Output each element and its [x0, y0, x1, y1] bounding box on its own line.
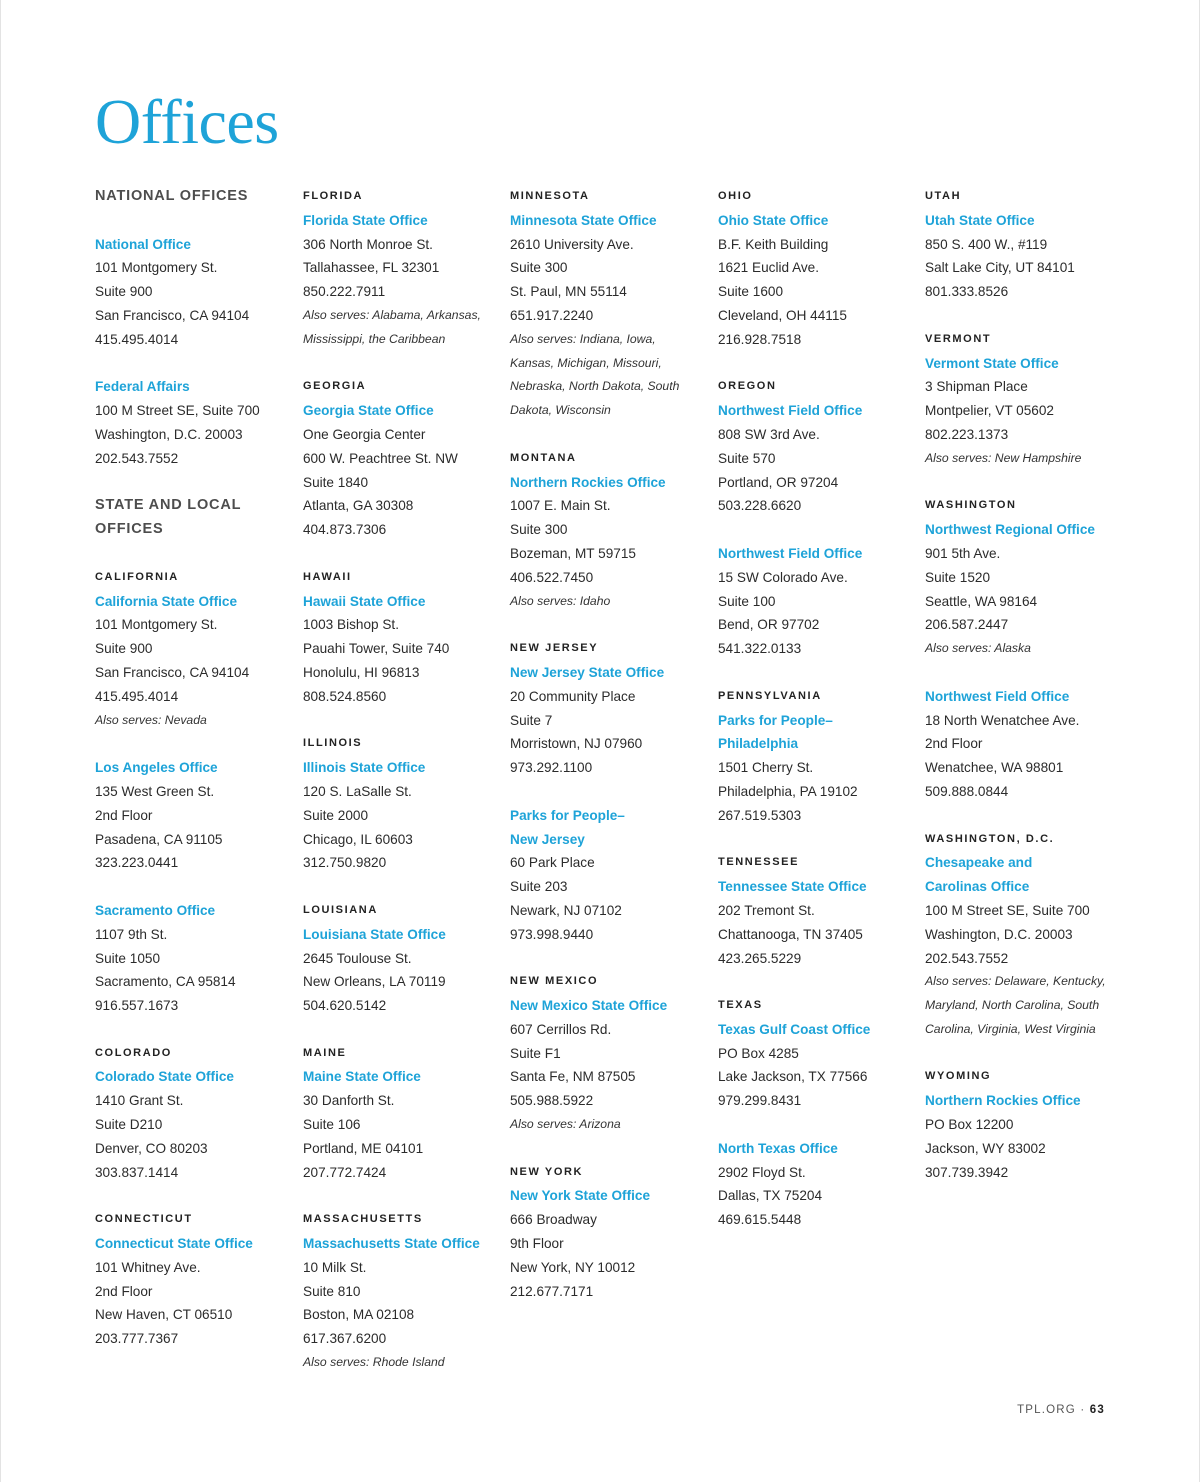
office-name: Illinois State Office: [303, 760, 426, 776]
address-line: Morristown, NJ 07960: [510, 736, 643, 752]
address-line: 1007 E. Main St.: [510, 498, 611, 514]
state-heading: PENNSYLVANIA: [718, 689, 822, 702]
spacer: [303, 1184, 503, 1208]
spacer: [95, 352, 295, 376]
office-column-3: [510, 185, 710, 1303]
spacer: [303, 709, 503, 733]
office-name: North Texas Office: [718, 1140, 838, 1156]
also-serves-note: Mississippi, the Caribbean: [303, 331, 446, 346]
address-line: Suite 1600: [718, 284, 784, 300]
state-heading: ILLINOIS: [303, 737, 363, 750]
address-line: Suite 300: [510, 522, 568, 538]
address-line: Washington, D.C. 20003: [95, 426, 243, 442]
state-heading: WASHINGTON, D.C.: [925, 832, 1055, 845]
address-line: Wenatchee, WA 98801: [925, 760, 1064, 776]
address-line: Denver, CO 80203: [95, 1140, 208, 1156]
office-name: Carolinas Office: [925, 879, 1030, 895]
address-line: 600 W. Peachtree St. NW: [303, 450, 458, 466]
spacer: [95, 732, 295, 756]
state-heading: MINNESOTA: [510, 190, 590, 202]
address-line: Philadelphia, PA 19102: [718, 783, 858, 799]
state-heading: COLORADO: [95, 1046, 172, 1059]
address-line: Jackson, WY 83002: [925, 1140, 1046, 1156]
spacer: [925, 804, 1125, 828]
office-column-2: [303, 185, 503, 1375]
address-line: 323.223.0441: [95, 855, 179, 871]
address-line: 801.333.8526: [925, 284, 1009, 300]
address-line: 808 SW 3rd Ave.: [718, 426, 820, 442]
office-name: Northwest Regional Office: [925, 522, 1095, 538]
address-line: 207.772.7424: [303, 1164, 387, 1180]
address-line: Cleveland, OH 44115: [718, 307, 847, 323]
office-name: New Jersey: [510, 831, 585, 847]
address-line: 216.928.7518: [718, 331, 802, 347]
also-serves-note: Carolina, Virginia, West Virginia: [925, 1021, 1096, 1036]
office-column-4: [718, 185, 918, 1232]
also-serves-note: Maryland, North Carolina, South: [925, 998, 1100, 1013]
state-heading: MONTANA: [510, 451, 577, 464]
office-name: Louisiana State Office: [303, 926, 446, 942]
address-line: Pasadena, CA 91105: [95, 831, 223, 847]
address-line: 1003 Bishop St.: [303, 617, 399, 633]
spacer: [95, 471, 295, 495]
state-heading: NEW JERSEY: [510, 642, 599, 655]
office-name: Florida State Office: [303, 212, 428, 228]
office-name: Ohio State Office: [718, 212, 829, 228]
state-heading: CALIFORNIA: [95, 570, 179, 583]
spacer: [925, 661, 1125, 685]
address-line: 15 SW Colorado Ave.: [718, 569, 848, 585]
address-line: Montpelier, VT 05602: [925, 403, 1054, 419]
address-line: 2610 University Ave.: [510, 236, 634, 252]
state-heading: NEW YORK: [510, 1165, 584, 1178]
address-line: PO Box 12200: [925, 1117, 1014, 1133]
spacer: [510, 613, 710, 637]
address-line: 617.367.6200: [303, 1331, 387, 1347]
spacer: [95, 1018, 295, 1042]
address-line: 135 West Green St.: [95, 783, 215, 799]
spacer: [718, 518, 918, 542]
spacer: [718, 1113, 918, 1137]
spacer: [303, 875, 503, 899]
footer-separator: ·: [1080, 1404, 1086, 1416]
address-line: Chicago, IL 60603: [303, 831, 413, 847]
address-line: San Francisco, CA 94104: [95, 307, 250, 323]
address-line: 3 Shipman Place: [925, 379, 1028, 395]
address-line: 101 Whitney Ave.: [95, 1259, 201, 1275]
address-line: 979.299.8431: [718, 1093, 802, 1109]
state-heading: CONNECTICUT: [95, 1213, 193, 1226]
office-name: Northern Rockies Office: [925, 1093, 1081, 1109]
address-line: 101 Montgomery St.: [95, 617, 218, 633]
address-line: 423.265.5229: [718, 950, 802, 966]
address-line: 1501 Cherry St.: [718, 760, 814, 776]
address-line: New Orleans, LA 70119: [303, 974, 446, 990]
address-line: 100 M Street SE, Suite 700: [95, 403, 260, 419]
address-line: Seattle, WA 98164: [925, 593, 1038, 609]
address-line: Suite 570: [718, 450, 776, 466]
address-line: 541.322.0133: [718, 641, 802, 657]
office-name: Los Angeles Office: [95, 760, 218, 776]
office-name: California State Office: [95, 593, 238, 609]
office-name: Massachusetts State Office: [303, 1236, 480, 1252]
office-name: Texas Gulf Coast Office: [718, 1021, 871, 1037]
address-line: 2nd Floor: [95, 807, 153, 823]
address-line: 312.750.9820: [303, 855, 387, 871]
state-heading: LOUISIANA: [303, 903, 378, 916]
state-heading: UTAH: [925, 190, 962, 202]
address-line: Salt Lake City, UT 84101: [925, 260, 1075, 276]
address-line: St. Paul, MN 55114: [510, 284, 627, 300]
address-line: 509.888.0844: [925, 783, 1009, 799]
address-line: Lake Jackson, TX 77566: [718, 1069, 868, 1085]
address-line: 469.615.5448: [718, 1212, 802, 1228]
office-name: Federal Affairs: [95, 379, 190, 395]
state-heading: MASSACHUSETTS: [303, 1213, 423, 1226]
also-serves-note: Also serves: Nevada: [95, 712, 207, 727]
address-line: 916.557.1673: [95, 998, 179, 1014]
spacer: [925, 304, 1125, 328]
address-line: New Haven, CT 06510: [95, 1307, 233, 1323]
office-name: Minnesota State Office: [510, 212, 657, 228]
office-name: Philadelphia: [718, 736, 799, 752]
address-line: 607 Cerrillos Rd.: [510, 1021, 612, 1037]
spacer: [95, 1184, 295, 1208]
address-line: 306 North Monroe St.: [303, 236, 433, 252]
also-serves-note: Dakota, Wisconsin: [510, 403, 611, 418]
address-line: Bend, OR 97702: [718, 617, 820, 633]
address-line: 2nd Floor: [925, 736, 983, 752]
address-line: Suite 810: [303, 1283, 361, 1299]
office-column-5: [925, 185, 1125, 1184]
address-line: 415.495.4014: [95, 331, 179, 347]
office-name: Northwest Field Office: [718, 545, 863, 561]
office-name: Maine State Office: [303, 1069, 421, 1085]
address-line: 415.495.4014: [95, 688, 179, 704]
address-line: 973.998.9440: [510, 926, 594, 942]
office-name: Parks for People–: [718, 712, 833, 728]
address-line: Suite 100: [718, 593, 776, 609]
address-line: 20 Community Place: [510, 688, 636, 704]
address-line: 101 Montgomery St.: [95, 260, 218, 276]
address-line: 30 Danforth St.: [303, 1093, 395, 1109]
address-line: 203.777.7367: [95, 1331, 179, 1347]
office-name: New Jersey State Office: [510, 664, 665, 680]
state-heading: GEORGIA: [303, 380, 367, 393]
office-name: New York State Office: [510, 1188, 651, 1204]
address-line: 808.524.8560: [303, 688, 387, 704]
address-line: Dallas, TX 75204: [718, 1188, 823, 1204]
address-line: Suite F1: [510, 1045, 561, 1061]
address-line: Suite 900: [95, 641, 153, 657]
office-name: National Office: [95, 236, 191, 252]
office-name: Georgia State Office: [303, 403, 434, 419]
address-line: 901 5th Ave.: [925, 545, 1001, 561]
spacer: [718, 661, 918, 685]
address-line: 1621 Euclid Ave.: [718, 260, 820, 276]
address-line: 307.739.3942: [925, 1164, 1009, 1180]
section-heading: STATE AND LOCAL: [95, 497, 242, 514]
state-heading: TEXAS: [718, 999, 763, 1012]
address-line: Portland, ME 04101: [303, 1140, 424, 1156]
state-heading: WYOMING: [925, 1070, 992, 1083]
spacer: [303, 542, 503, 566]
address-line: Suite 203: [510, 879, 568, 895]
also-serves-note: Also serves: Rhode Island: [303, 1355, 445, 1370]
address-line: 9th Floor: [510, 1236, 564, 1252]
state-heading: VERMONT: [925, 332, 992, 345]
spacer: [95, 209, 295, 233]
office-name: Utah State Office: [925, 212, 1035, 228]
also-serves-note: Also serves: Arizona: [510, 1117, 621, 1132]
address-line: Atlanta, GA 30308: [303, 498, 414, 514]
page-number: 63: [1089, 1404, 1105, 1416]
page-title: Offices: [95, 86, 279, 157]
address-line: 2902 Floyd St.: [718, 1164, 806, 1180]
office-name: New Mexico State Office: [510, 998, 668, 1014]
address-line: Pauahi Tower, Suite 740: [303, 641, 450, 657]
address-line: Suite 2000: [303, 807, 369, 823]
address-line: 1410 Grant St.: [95, 1093, 184, 1109]
page-footer: [1017, 1404, 1105, 1416]
address-line: 850.222.7911: [303, 284, 386, 300]
address-line: 802.223.1373: [925, 426, 1009, 442]
spacer: [510, 423, 710, 447]
spacer: [510, 780, 710, 804]
spacer: [925, 471, 1125, 495]
address-line: 651.917.2240: [510, 307, 594, 323]
address-line: 10 Milk St.: [303, 1259, 367, 1275]
address-line: 404.873.7306: [303, 522, 387, 538]
address-line: Suite 1050: [95, 950, 161, 966]
office-name: Connecticut State Office: [95, 1236, 253, 1252]
address-line: 202 Tremont St.: [718, 902, 815, 918]
address-line: Tallahassee, FL 32301: [303, 260, 440, 276]
footer-site[interactable]: TPL.ORG: [1017, 1404, 1076, 1416]
state-heading: OHIO: [718, 190, 753, 202]
spacer: [303, 352, 503, 376]
office-name: Vermont State Office: [925, 355, 1059, 371]
address-line: Suite 300: [510, 260, 568, 276]
address-line: Washington, D.C. 20003: [925, 926, 1073, 942]
also-serves-note: Nebraska, North Dakota, South: [510, 379, 680, 394]
address-line: Suite 7: [510, 712, 553, 728]
state-heading: OREGON: [718, 380, 777, 393]
state-heading: NEW MEXICO: [510, 975, 599, 988]
spacer: [510, 947, 710, 971]
spacer: [718, 352, 918, 376]
address-line: Boston, MA 02108: [303, 1307, 415, 1323]
also-serves-note: Also serves: Delaware, Kentucky,: [925, 974, 1106, 989]
also-serves-note: Also serves: New Hampshire: [925, 450, 1082, 465]
address-line: 206.587.2447: [925, 617, 1009, 633]
office-name: Parks for People–: [510, 807, 625, 823]
spacer: [95, 875, 295, 899]
address-line: Sacramento, CA 95814: [95, 974, 236, 990]
address-line: B.F. Keith Building: [718, 236, 829, 252]
spacer: [303, 1018, 503, 1042]
address-line: 504.620.5142: [303, 998, 387, 1014]
office-column-1: [95, 185, 295, 1351]
office-name: Sacramento Office: [95, 902, 216, 918]
also-serves-note: Also serves: Indiana, Iowa,: [510, 331, 656, 346]
address-line: 60 Park Place: [510, 855, 595, 871]
address-line: 303.837.1414: [95, 1164, 179, 1180]
office-name: Colorado State Office: [95, 1069, 234, 1085]
address-line: 406.522.7450: [510, 569, 594, 585]
spacer: [95, 542, 295, 566]
address-line: Santa Fe, NM 87505: [510, 1069, 636, 1085]
address-line: 202.543.7552: [925, 950, 1009, 966]
state-heading: HAWAII: [303, 570, 352, 583]
address-line: 100 M Street SE, Suite 700: [925, 902, 1090, 918]
spacer: [718, 828, 918, 852]
state-heading: FLORIDA: [303, 190, 364, 202]
office-name: Chesapeake and: [925, 855, 1033, 871]
also-serves-note: Also serves: Idaho: [510, 593, 611, 608]
spacer: [510, 1137, 710, 1161]
address-line: Suite 106: [303, 1117, 361, 1133]
address-line: Bozeman, MT 59715: [510, 545, 636, 561]
address-line: Suite 1520: [925, 569, 991, 585]
address-line: 267.519.5303: [718, 807, 802, 823]
office-name: Northern Rockies Office: [510, 474, 666, 490]
address-line: Newark, NJ 07102: [510, 902, 622, 918]
section-heading: OFFICES: [95, 521, 164, 538]
also-serves-note: Also serves: Alaska: [925, 641, 1031, 656]
address-line: Suite D210: [95, 1117, 163, 1133]
address-line: 2645 Toulouse St.: [303, 950, 412, 966]
spacer: [718, 970, 918, 994]
address-line: 850 S. 400 W., #119: [925, 236, 1048, 252]
office-name: Northwest Field Office: [925, 688, 1070, 704]
address-line: 505.988.5922: [510, 1093, 594, 1109]
address-line: 202.543.7552: [95, 450, 179, 466]
page-edge-left: [0, 0, 1, 1482]
address-line: San Francisco, CA 94104: [95, 664, 250, 680]
address-line: Suite 900: [95, 284, 153, 300]
address-line: New York, NY 10012: [510, 1259, 636, 1275]
address-line: 973.292.1100: [510, 760, 593, 776]
also-serves-note: Kansas, Michigan, Missouri,: [510, 355, 662, 370]
address-line: 503.228.6620: [718, 498, 802, 514]
office-name: Tennessee State Office: [718, 879, 867, 895]
section-heading: NATIONAL OFFICES: [95, 188, 249, 204]
state-heading: TENNESSEE: [718, 856, 800, 869]
state-heading: WASHINGTON: [925, 499, 1017, 512]
address-line: 1107 9th St.: [95, 926, 168, 942]
also-serves-note: Also serves: Alabama, Arkansas,: [303, 307, 481, 322]
address-line: 212.677.7171: [510, 1283, 594, 1299]
address-line: 666 Broadway: [510, 1212, 597, 1228]
office-name: Northwest Field Office: [718, 403, 863, 419]
address-line: Chattanooga, TN 37405: [718, 926, 863, 942]
address-line: Honolulu, HI 96813: [303, 664, 420, 680]
spacer: [925, 1042, 1125, 1066]
address-line: Portland, OR 97204: [718, 474, 839, 490]
address-line: One Georgia Center: [303, 426, 426, 442]
address-line: 120 S. LaSalle St.: [303, 783, 412, 799]
address-line: PO Box 4285: [718, 1045, 799, 1061]
state-heading: MAINE: [303, 1046, 347, 1059]
address-line: 18 North Wenatchee Ave.: [925, 712, 1080, 728]
address-line: Suite 1840: [303, 474, 369, 490]
address-line: 2nd Floor: [95, 1283, 153, 1299]
office-name: Hawaii State Office: [303, 593, 426, 609]
